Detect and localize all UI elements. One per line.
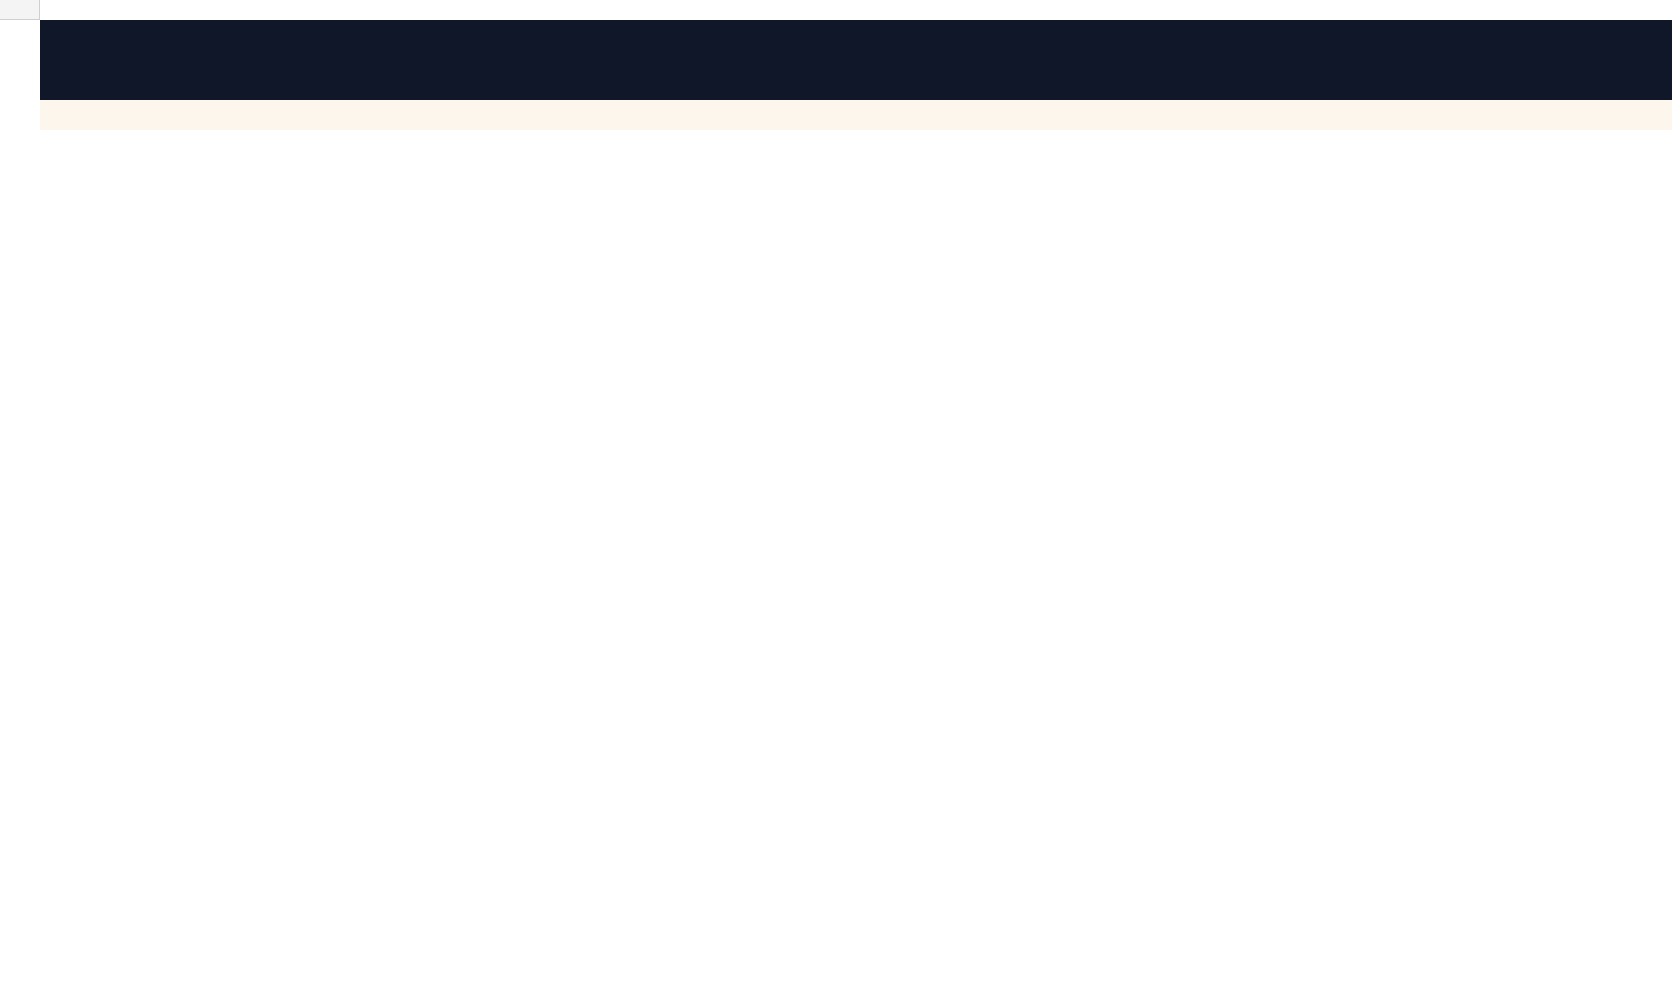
blank-row-4[interactable] bbox=[40, 130, 1672, 149]
title-band bbox=[40, 20, 1672, 100]
select-all-corner[interactable] bbox=[0, 0, 40, 20]
subtitle-band bbox=[40, 100, 1672, 130]
